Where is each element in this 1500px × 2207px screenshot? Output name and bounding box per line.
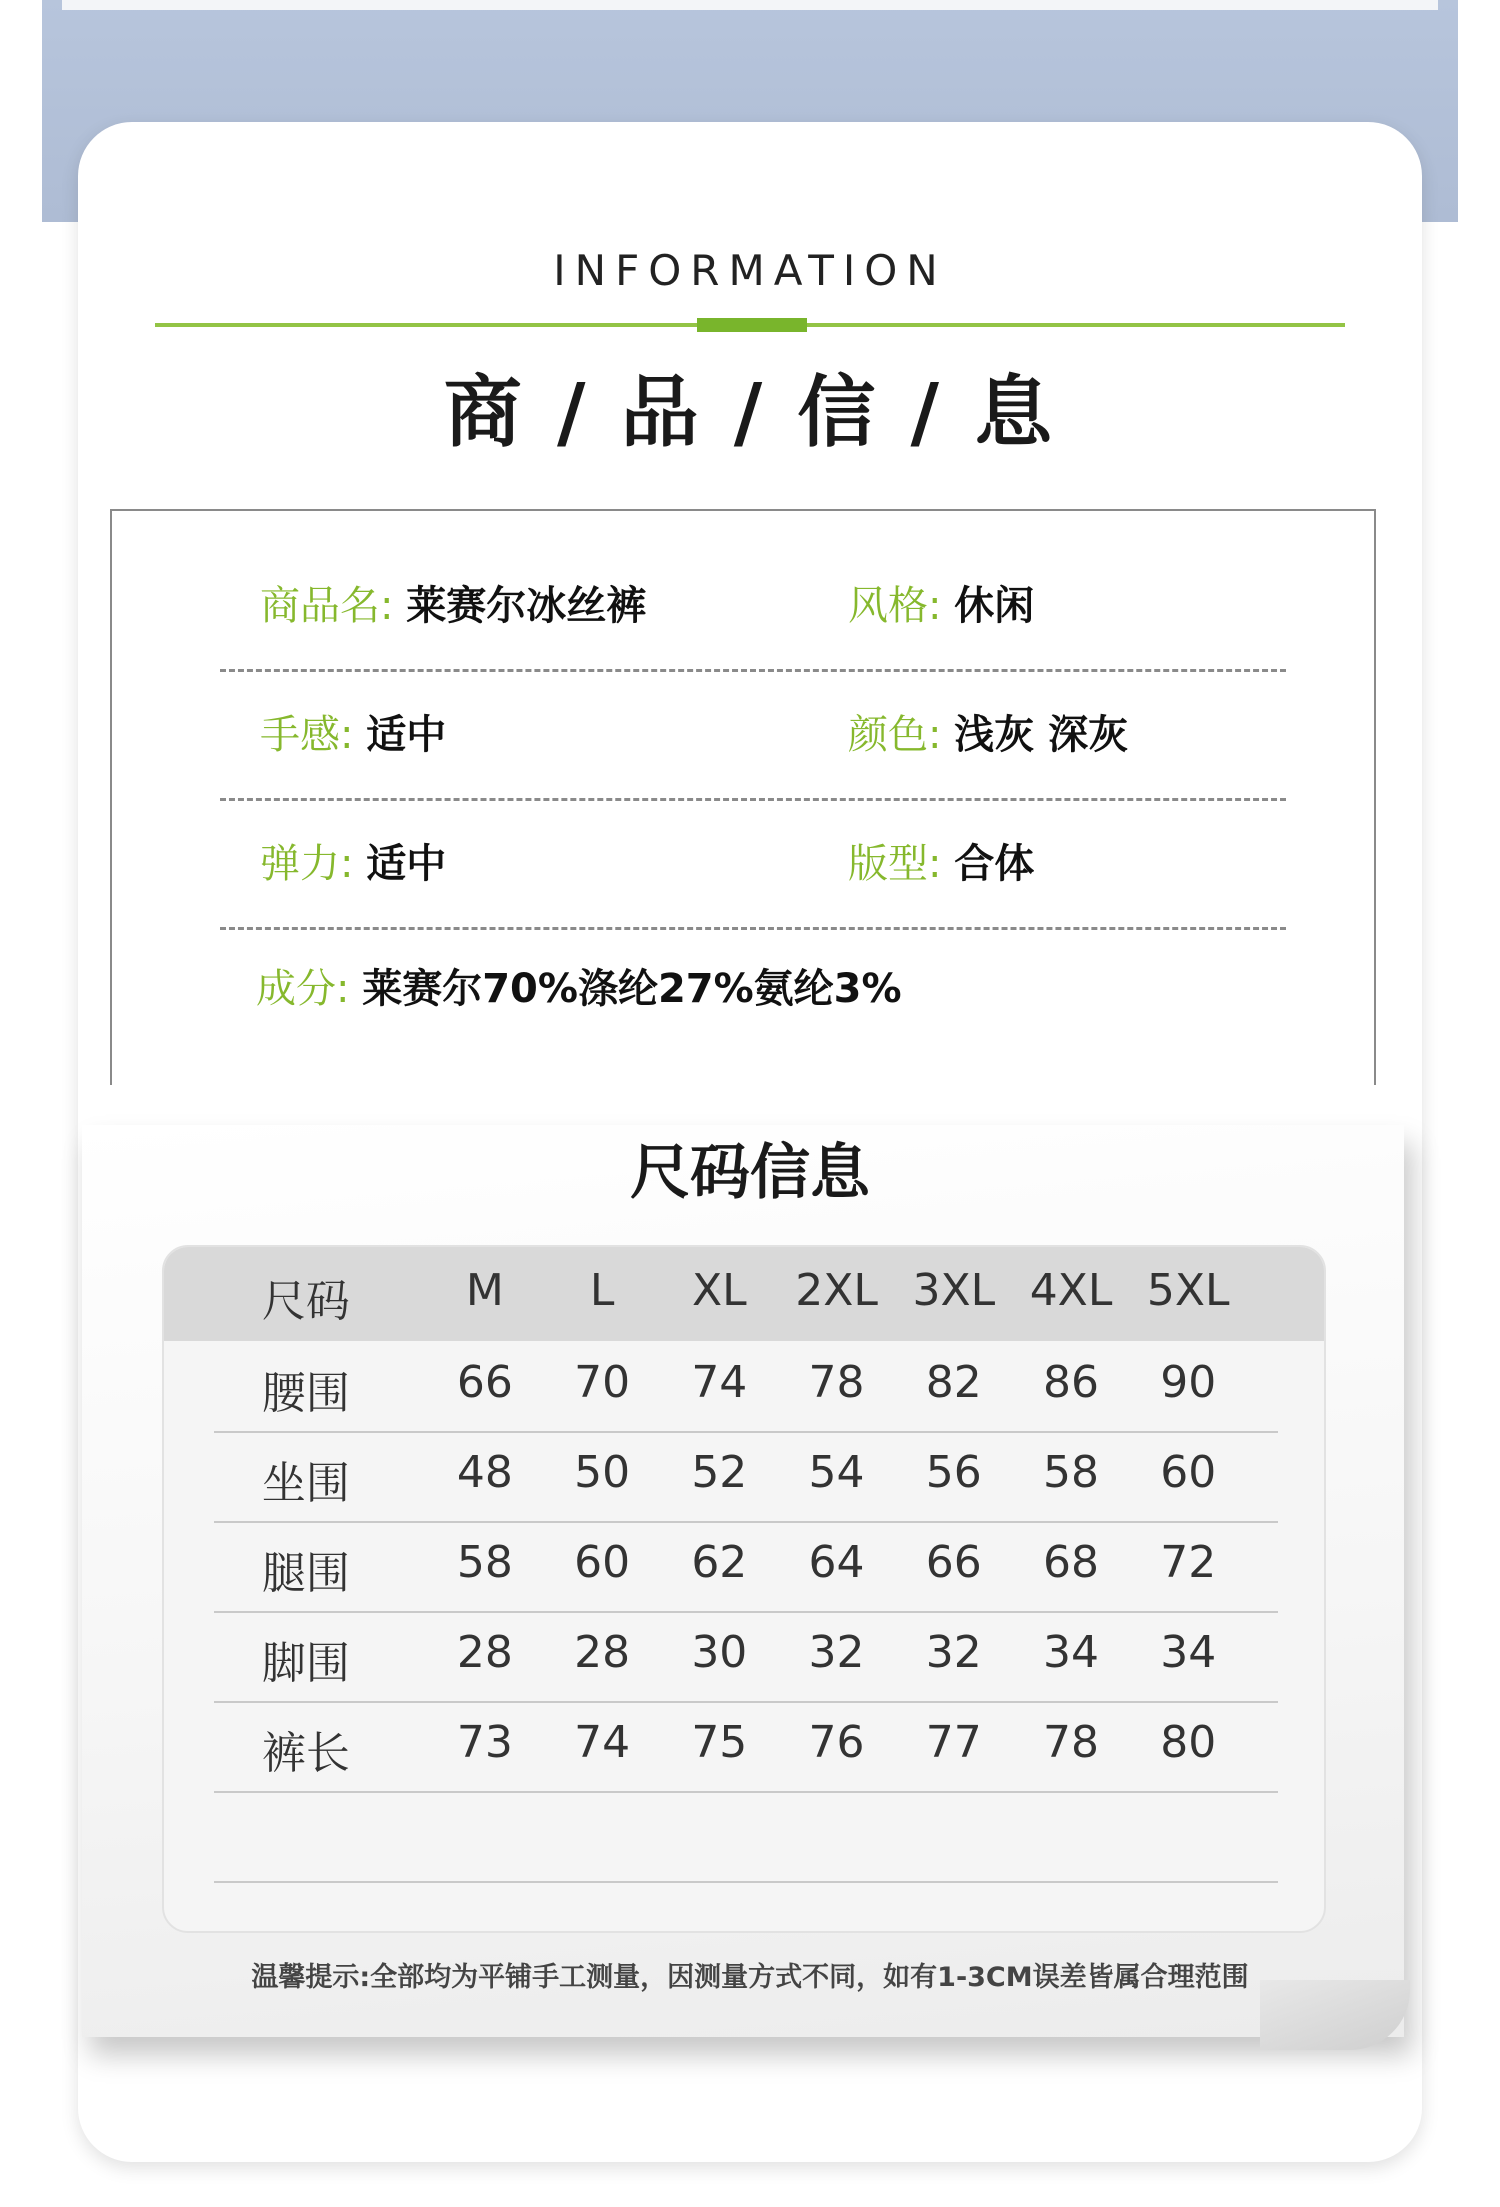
size-header-cell: XL: [691, 1265, 747, 1316]
size-cell: 75: [691, 1717, 748, 1768]
size-cell: 62: [691, 1537, 748, 1588]
table-row-divider: [214, 1431, 1278, 1433]
information-heading: INFORMATION: [553, 246, 947, 295]
elasticity-label: 弹力:: [260, 841, 354, 887]
size-cell: 58: [1043, 1447, 1100, 1498]
style-label: 风格:: [848, 583, 942, 629]
size-header-cell: 4XL: [1029, 1265, 1113, 1316]
size-cell: 82: [925, 1357, 982, 1408]
size-cell: 70: [574, 1357, 631, 1408]
product-name-value: 莱赛尔冰丝裤: [406, 583, 647, 629]
size-row-label: 脚围: [261, 1638, 350, 1689]
size-header-cell: L: [589, 1265, 615, 1316]
size-cell: 64: [808, 1537, 865, 1588]
size-row-label: 坐围: [261, 1458, 350, 1509]
size-cell: 66: [456, 1357, 513, 1408]
size-row-label: 腿围: [261, 1548, 350, 1599]
size-row-label: 裤长: [261, 1728, 350, 1779]
size-cell: 30: [691, 1627, 748, 1678]
composition-field: [256, 926, 902, 1052]
size-cell: 52: [691, 1447, 748, 1498]
top-strip: [62, 0, 1438, 10]
size-cell: 60: [1160, 1447, 1217, 1498]
size-cell: 74: [574, 1717, 631, 1768]
hand-feel-value: 适中: [366, 712, 447, 758]
size-cell: 73: [456, 1717, 513, 1768]
elasticity-value: 适中: [366, 841, 447, 887]
size-cell: 54: [808, 1447, 865, 1498]
table-row-divider: [214, 1611, 1278, 1613]
measurement-tip: 温馨提示:全部均为平铺手工测量，因测量方式不同，如有1-3CM误差皆属合理范围: [251, 1962, 1249, 1993]
table-row-divider: [214, 1881, 1278, 1883]
size-cell: 76: [808, 1717, 865, 1768]
product-name-label: 商品名:: [260, 583, 394, 629]
info-row-3: [220, 801, 1286, 930]
elasticity-field: [260, 801, 446, 927]
size-cell: 68: [1043, 1537, 1100, 1588]
color-label: 颜色:: [848, 712, 942, 758]
color-value: 浅灰 深灰: [954, 712, 1129, 758]
size-table: [162, 1245, 1326, 1933]
size-cell: 80: [1160, 1717, 1217, 1768]
size-cell: 28: [574, 1627, 631, 1678]
size-cell: 66: [925, 1537, 982, 1588]
size-header-cell: M: [465, 1265, 504, 1316]
size-cell: 74: [691, 1357, 748, 1408]
heading-rule-accent: [697, 318, 807, 332]
fit-label: 版型:: [848, 841, 942, 887]
size-cell: 28: [456, 1627, 513, 1678]
size-cell: 32: [925, 1627, 982, 1678]
composition-value: 莱赛尔70%涤纶27%氨纶3%: [362, 966, 902, 1012]
size-cell: 32: [808, 1627, 865, 1678]
size-cell: 48: [456, 1447, 513, 1498]
size-info-title: 尺码信息: [630, 1138, 870, 1208]
product-name-field: [260, 543, 646, 669]
composition-label: 成分:: [256, 966, 350, 1012]
size-cell: 78: [1043, 1717, 1100, 1768]
size-cell: 78: [808, 1357, 865, 1408]
size-header-cell: 5XL: [1146, 1265, 1230, 1316]
size-cell: 72: [1160, 1537, 1217, 1588]
color-field: [848, 672, 1128, 798]
size-cell: 60: [574, 1537, 631, 1588]
size-header-label: 尺码: [261, 1276, 350, 1327]
size-header-cell: 3XL: [912, 1265, 996, 1316]
table-row-divider: [214, 1521, 1278, 1523]
table-row-divider: [214, 1701, 1278, 1703]
product-info-box: [110, 509, 1376, 1085]
size-cell: 77: [925, 1717, 982, 1768]
style-field: [848, 543, 1034, 669]
style-value: 休闲: [954, 583, 1035, 629]
size-row-label: 腰围: [261, 1368, 350, 1419]
size-header-cell: 2XL: [795, 1265, 878, 1316]
fit-field: [848, 801, 1034, 927]
info-row-1: [220, 543, 1286, 672]
size-cell: 58: [456, 1537, 513, 1588]
size-cell: 56: [925, 1447, 982, 1498]
size-cell: 34: [1043, 1627, 1100, 1678]
size-cell: 86: [1043, 1357, 1100, 1408]
size-cell: 34: [1160, 1627, 1217, 1678]
fit-value: 合体: [954, 841, 1035, 887]
info-row-4: [220, 926, 1286, 1052]
info-row-2: [220, 672, 1286, 801]
product-info-title: 商 / 品 / 信 / 息: [443, 368, 1057, 458]
size-cell: 50: [574, 1447, 631, 1498]
table-row-divider: [214, 1791, 1278, 1793]
hand-feel-field: [260, 672, 446, 798]
size-cell: 90: [1160, 1357, 1217, 1408]
hand-feel-label: 手感:: [260, 712, 354, 758]
